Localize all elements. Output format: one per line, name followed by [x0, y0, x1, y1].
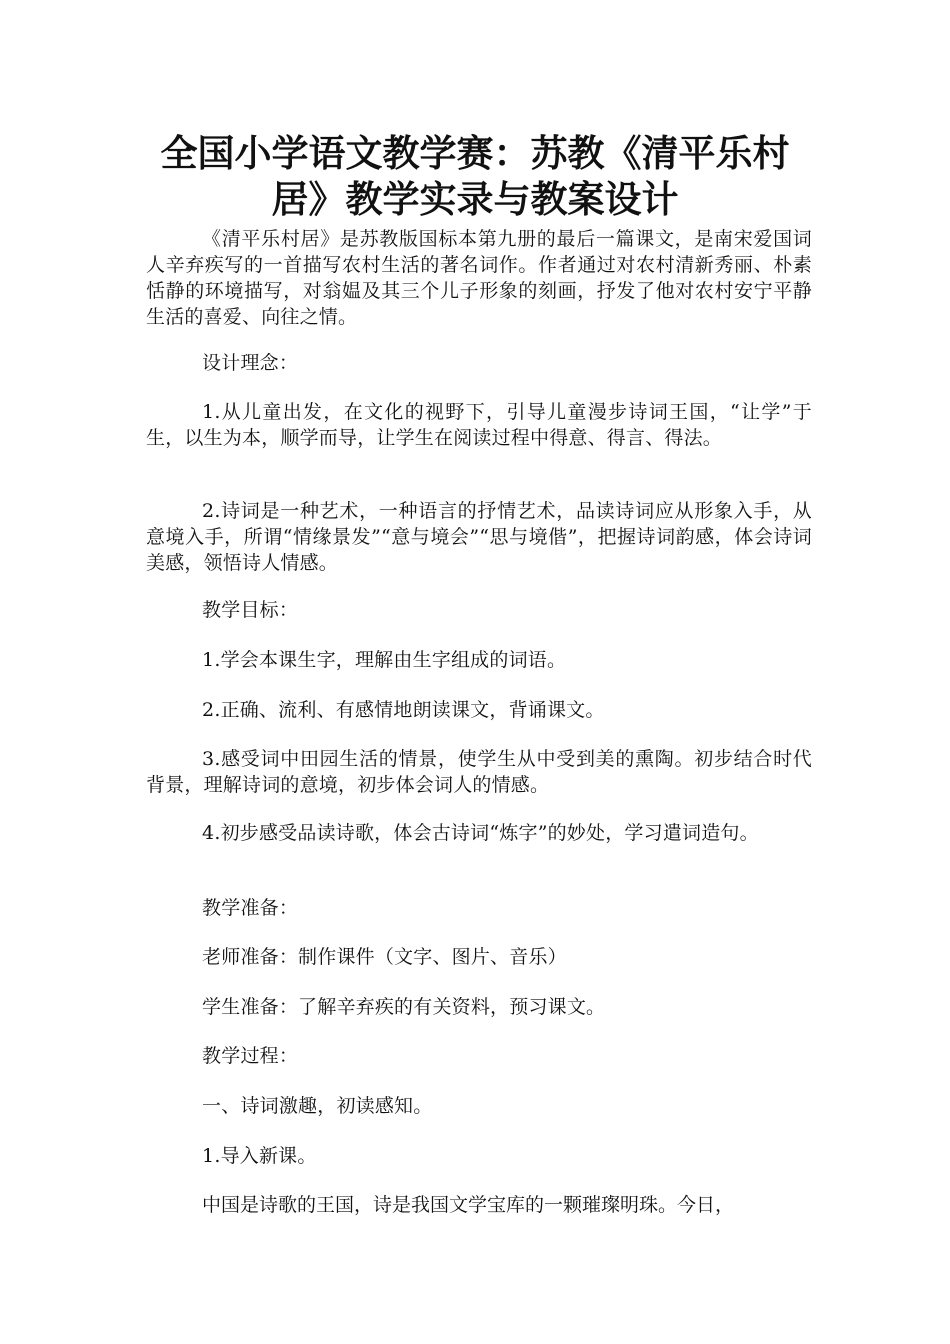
paragraph: 1.学会本课生字，理解由生字组成的词语。	[202, 649, 567, 671]
section-heading: 教学过程：	[202, 1045, 299, 1067]
paragraph-teacher-prep	[146, 944, 812, 970]
heading-teaching-prep	[146, 895, 812, 921]
section-heading: 教学准备：	[202, 897, 299, 919]
paragraph-intro	[146, 226, 812, 330]
paragraph: 1.导入新课。	[202, 1145, 317, 1167]
paragraph-concept-1	[146, 399, 812, 451]
heading-teaching-goals	[146, 597, 812, 623]
paragraph-student-prep	[146, 994, 812, 1020]
paragraph-goal-2	[146, 697, 812, 723]
paragraph-intro-text	[146, 1192, 812, 1218]
paragraph: 《清平乐村居》是苏教版国标本第九册的最后一篇课文，是南宋爱国词人辛弃疾写的一首描写农村生活的著名词作。作者通过对农村清新秀丽、朴素恬静的环境描写，对翁媪及其三个儿子形象的刻画，抒发了他对农村安宁平静生活的喜爱、向往之情。	[146, 228, 812, 328]
paragraph-step-1-1	[146, 1143, 812, 1169]
section-heading: 设计理念：	[202, 352, 299, 374]
paragraph: 一、诗词激趣，初读感知。	[202, 1095, 433, 1117]
paragraph: 1.从儿童出发，在文化的视野下，引导儿童漫步诗词王国，“让学”于生，以生为本，顺学而导，让学生在阅读过程中得意、得言、得法。	[146, 401, 812, 449]
section-heading: 教学目标：	[202, 599, 299, 621]
paragraph: 2.诗词是一种艺术，一种语言的抒情艺术，品读诗词应从形象入手，从意境入手，所谓“情缘景发”“意与境会”“思与境偕”，把握诗词韵感，体会诗词美感，领悟诗人情感。	[146, 500, 812, 574]
paragraph: 4.初步感受品读诗歌，体会古诗词“炼字”的妙处，学习遣词造句。	[202, 822, 759, 844]
paragraph: 老师准备：制作课件（文字、图片、音乐）	[202, 946, 567, 968]
paragraph: 2.正确、流利、有感情地朗读课文，背诵课文。	[202, 699, 605, 721]
paragraph: 3.感受词中田园生活的情景，使学生从中受到美的熏陶。初步结合时代背景，理解诗词的意境，初步体会词人的情感。	[146, 748, 812, 796]
document-title-line-2: 居》教学实录与教案设计	[271, 178, 679, 221]
paragraph-goal-3	[146, 746, 812, 798]
paragraph-step-1	[146, 1093, 812, 1119]
paragraph-concept-2	[146, 498, 812, 576]
document-title-line-1: 全国小学语文教学赛：苏教《清平乐村	[160, 132, 790, 175]
paragraph: 学生准备：了解辛弃疾的有关资料，预习课文。	[202, 996, 606, 1018]
heading-teaching-process	[146, 1043, 812, 1069]
paragraph: 中国是诗歌的王国，诗是我国文学宝库的一颗璀璨明珠。今日，	[202, 1194, 735, 1216]
paragraph-goal-4	[146, 820, 812, 846]
heading-design-concept	[146, 350, 812, 376]
paragraph-goal-1	[146, 647, 812, 673]
